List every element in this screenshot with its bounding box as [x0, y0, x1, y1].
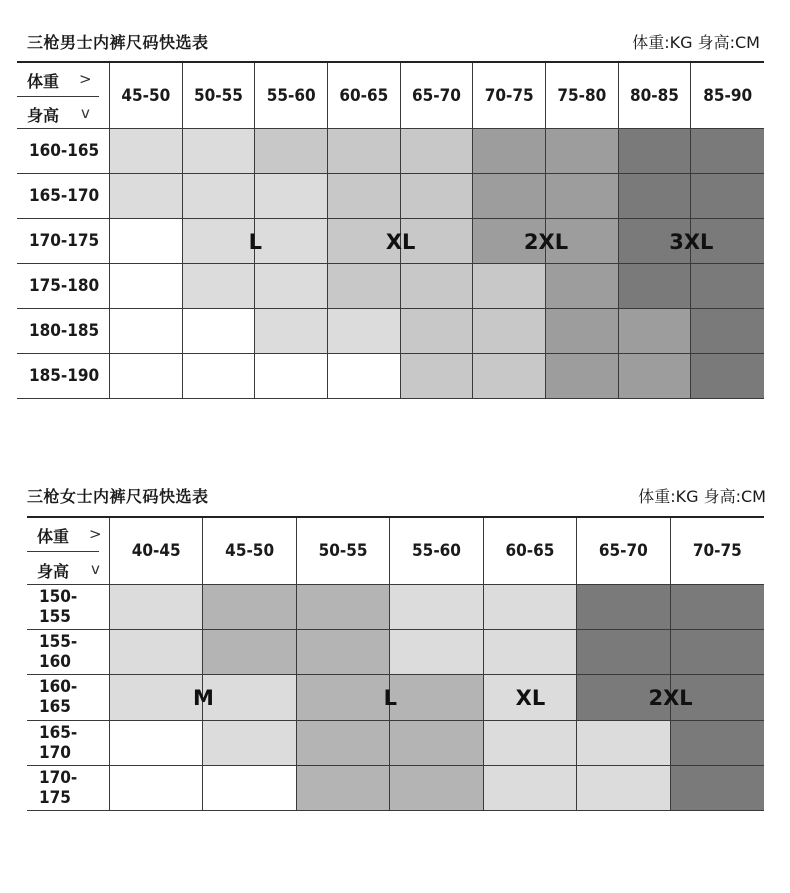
men-size-cell — [546, 264, 619, 309]
women-size-cell — [203, 585, 296, 630]
men-height-row-header: 165-170 — [17, 174, 110, 219]
women-size-cell — [110, 585, 203, 630]
men-height-row-header: 170-175 — [17, 219, 110, 264]
women-weight-column-header: 55-60 — [390, 518, 483, 585]
men-chart-title: 三枪男士内裤尺码快选表 — [27, 33, 209, 52]
women-size-cell — [390, 585, 483, 630]
men-corner-divider — [17, 96, 99, 97]
women-height-row-header: 150-155 — [27, 585, 110, 630]
men-size-cell — [473, 129, 546, 174]
men-size-label: 2XL — [523, 229, 569, 254]
women-height-row-header: 160-165 — [27, 675, 110, 720]
women-size-cell — [577, 766, 670, 811]
women-size-cell — [203, 630, 296, 675]
men-size-cell — [546, 309, 619, 354]
men-unit-note: 体重:KG 身高:CM — [632, 33, 760, 52]
men-size-cell — [110, 174, 183, 219]
men-size-cell — [183, 354, 256, 399]
men-weight-column-header: 85-90 — [691, 63, 764, 129]
men-height-row-header: 160-165 — [17, 129, 110, 174]
men-size-cell — [255, 129, 328, 174]
women-corner-divider — [27, 551, 99, 552]
women-size-cell — [203, 721, 296, 766]
women-size-label: 2XL — [648, 686, 693, 710]
women-size-cell — [484, 585, 577, 630]
men-height-row-header: 180-185 — [17, 309, 110, 354]
men-size-cell — [328, 174, 401, 219]
women-size-cell — [484, 766, 577, 811]
men-size-cell — [619, 129, 692, 174]
women-size-cell — [671, 766, 764, 811]
men-height-label: 身高 — [27, 106, 60, 125]
women-size-cell — [577, 630, 670, 675]
women-size-cell — [390, 721, 483, 766]
women-height-row-header: 165-170 — [27, 721, 110, 766]
men-size-cell — [691, 129, 764, 174]
women-height-row-header: 170-175 — [27, 766, 110, 811]
men-size-cell — [473, 174, 546, 219]
women-weight-column-header: 65-70 — [577, 518, 670, 585]
men-size-cell — [691, 309, 764, 354]
women-corner-header — [27, 518, 110, 585]
men-size-cell — [328, 129, 401, 174]
women-height-row-header: 155-160 — [27, 630, 110, 675]
men-size-cell — [183, 174, 256, 219]
men-size-cell — [328, 264, 401, 309]
men-size-cell — [110, 354, 183, 399]
women-size-cell — [110, 630, 203, 675]
men-weight-arrow: > — [79, 70, 92, 88]
women-size-cell — [297, 630, 390, 675]
women-size-cell — [390, 675, 483, 720]
women-weight-arrow: > — [89, 525, 102, 543]
men-size-cell — [401, 309, 474, 354]
men-size-cell — [619, 354, 692, 399]
men-weight-column-header: 75-80 — [546, 63, 619, 129]
women-weight-column-header: 50-55 — [297, 518, 390, 585]
men-size-cell — [619, 174, 692, 219]
men-size-cell — [473, 264, 546, 309]
men-size-cell — [183, 219, 256, 264]
men-size-cell — [401, 174, 474, 219]
men-weight-column-header: 55-60 — [255, 63, 328, 129]
men-height-row-header: 175-180 — [17, 264, 110, 309]
men-size-label: XL — [385, 229, 416, 254]
men-size-cell — [183, 264, 256, 309]
men-size-cell — [691, 264, 764, 309]
women-size-cell — [110, 675, 203, 720]
men-height-arrow: v — [81, 104, 90, 122]
women-size-label: M — [192, 686, 214, 710]
men-size-cell — [255, 219, 328, 264]
women-height-label: 身高 — [37, 561, 70, 581]
women-weight-label: 体重 — [37, 527, 70, 546]
men-size-cell — [619, 264, 692, 309]
women-size-cell — [297, 766, 390, 811]
men-size-cell — [110, 264, 183, 309]
men-size-cell — [401, 354, 474, 399]
women-size-label: XL — [515, 686, 546, 710]
women-size-cell — [297, 721, 390, 766]
women-weight-column-header: 70-75 — [671, 518, 764, 585]
men-size-cell — [546, 129, 619, 174]
men-weight-column-header: 60-65 — [328, 63, 401, 129]
women-size-cell — [203, 675, 296, 720]
women-weight-column-header: 45-50 — [203, 518, 296, 585]
women-size-cell — [110, 766, 203, 811]
men-size-cell — [546, 354, 619, 399]
men-height-row-header: 185-190 — [17, 354, 110, 399]
men-size-cell — [255, 174, 328, 219]
men-size-cell — [110, 219, 183, 264]
men-size-cell — [473, 354, 546, 399]
men-corner-header — [17, 63, 110, 129]
men-size-cell — [183, 129, 256, 174]
women-size-cell — [671, 630, 764, 675]
men-size-cell — [110, 129, 183, 174]
women-size-cell — [297, 585, 390, 630]
women-weight-column-header: 60-65 — [484, 518, 577, 585]
women-size-cell — [203, 766, 296, 811]
women-size-cell — [484, 721, 577, 766]
women-unit-note: 体重:KG 身高:CM — [638, 487, 766, 506]
women-size-cell — [671, 721, 764, 766]
men-size-cell — [328, 309, 401, 354]
men-weight-column-header: 50-55 — [183, 63, 256, 129]
men-size-label: 3XL — [669, 229, 714, 254]
women-size-label: L — [383, 686, 397, 710]
women-size-cell — [390, 630, 483, 675]
men-size-cell — [328, 354, 401, 399]
men-size-label: L — [248, 229, 263, 254]
men-size-cell — [401, 129, 474, 174]
men-weight-column-header: 80-85 — [619, 63, 692, 129]
men-size-cell — [619, 309, 692, 354]
men-size-cell — [401, 264, 474, 309]
women-height-arrow: v — [91, 559, 100, 578]
women-weight-column-header: 40-45 — [110, 518, 203, 585]
men-size-cell — [255, 309, 328, 354]
men-size-cell — [691, 174, 764, 219]
women-size-cell — [297, 675, 390, 720]
men-weight-label: 体重 — [27, 72, 60, 91]
men-weight-column-header: 45-50 — [110, 63, 183, 129]
men-size-cell — [110, 309, 183, 354]
women-size-cell — [110, 721, 203, 766]
women-size-cell — [671, 585, 764, 630]
men-size-cell — [473, 309, 546, 354]
men-weight-column-header: 70-75 — [473, 63, 546, 129]
women-size-cell — [577, 585, 670, 630]
men-size-cell — [546, 174, 619, 219]
women-size-cell — [484, 630, 577, 675]
women-chart-title: 三枪女士内裤尺码快选表 — [27, 487, 209, 506]
men-weight-column-header: 65-70 — [401, 63, 474, 129]
women-size-cell — [577, 721, 670, 766]
men-size-cell — [255, 354, 328, 399]
men-size-cell — [183, 309, 256, 354]
men-size-cell — [255, 264, 328, 309]
men-size-cell — [691, 354, 764, 399]
women-size-cell — [390, 766, 483, 811]
